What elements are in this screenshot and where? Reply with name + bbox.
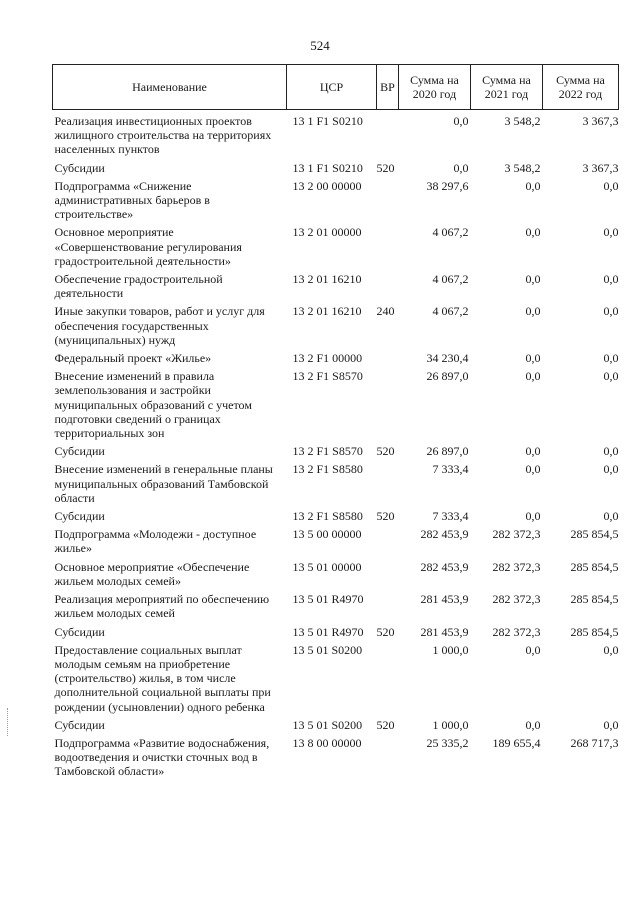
row-sum-2021: 0,0 [525, 462, 541, 477]
row-vr: 240 [376, 304, 395, 319]
table-row [53, 114, 619, 157]
row-vr [377, 592, 399, 620]
row-sum-2020: 4 067,2 [432, 304, 469, 319]
table-row [53, 272, 619, 300]
row-sum-2022: 0,0 [603, 444, 619, 459]
row-csr: 13 2 01 00000 [292, 225, 362, 240]
table-row [53, 718, 619, 732]
row-sum-2022: 0,0 [603, 225, 619, 240]
row-name: Субсидии [54, 717, 105, 732]
row-name: Внесение изменений в правила землепользования и застройки муниципальных образований с учетом подготовки сведений о границах территориальных зон [54, 369, 252, 441]
header-sum-2022: Сумма на 2022 год [543, 65, 619, 110]
row-sum-2020: 34 230,4 [426, 351, 469, 366]
row-name: Подпрограмма «Развитие водоснабжения, водоотведения и очистки сточных вод в Тамбовской области» [54, 735, 270, 779]
row-name: Субсидии [54, 444, 105, 459]
table-row [53, 161, 619, 175]
row-sum-2020: 282 453,9 [420, 527, 469, 542]
row-name: Федеральный проект «Жилье» [54, 351, 212, 366]
row-sum-2022: 3 367,3 [582, 160, 619, 175]
row-csr: 13 5 01 R4970 [292, 592, 364, 607]
row-sum-2021: 282 372,3 [492, 592, 541, 607]
row-vr: 520 [376, 717, 395, 732]
row-sum-2021: 0,0 [525, 444, 541, 459]
row-sum-2021: 282 372,3 [492, 559, 541, 574]
row-sum-2021: 282 372,3 [492, 527, 541, 542]
row-sum-2022: 285 854,5 [570, 624, 619, 639]
row-vr [377, 225, 399, 268]
row-vr [377, 643, 399, 714]
table-row [53, 351, 619, 365]
row-csr: 13 5 01 S0200 [292, 717, 363, 732]
row-csr: 13 1 F1 S0210 [292, 160, 363, 175]
row-sum-2020: 282 453,9 [420, 559, 469, 574]
row-csr: 13 2 F1 S8570 [292, 444, 363, 459]
table-row [53, 592, 619, 620]
row-sum-2020: 4 067,2 [432, 272, 469, 287]
table-row [53, 369, 619, 440]
table-row [53, 179, 619, 222]
row-vr [377, 527, 399, 555]
row-sum-2022: 268 717,3 [570, 735, 619, 750]
row-sum-2022: 0,0 [603, 272, 619, 287]
row-sum-2022: 3 367,3 [582, 114, 619, 128]
row-sum-2021: 282 372,3 [492, 624, 541, 639]
header-name: Наименование [53, 65, 287, 110]
row-vr [377, 351, 399, 365]
budget-table [52, 64, 619, 783]
row-sum-2021: 0,0 [525, 272, 541, 287]
row-name: Иные закупки товаров, работ и услуг для обеспечения государственных (муниципальных) нужд [54, 304, 265, 347]
table-row [53, 527, 619, 555]
row-sum-2022: 285 854,5 [570, 559, 619, 574]
row-sum-2020: 7 333,4 [432, 509, 469, 524]
table-header-row [53, 65, 619, 110]
row-sum-2022: 285 854,5 [570, 592, 619, 607]
row-sum-2021: 3 548,2 [504, 114, 541, 128]
row-sum-2022: 285 854,5 [570, 527, 619, 542]
row-csr: 13 8 00 00000 [292, 735, 362, 750]
row-csr: 13 2 F1 S8580 [292, 462, 363, 477]
row-sum-2020: 281 453,9 [420, 624, 469, 639]
row-name: Предоставление социальных выплат молодым семьям на приобретение (строительство) жилья, в том числе дополнительной социальной выплаты при рождении (усыновлении) одного ребенка [54, 642, 271, 714]
row-sum-2022: 0,0 [603, 369, 619, 384]
row-name: Внесение изменений в генеральные планы муниципальных образований Тамбовской области [54, 462, 273, 505]
row-sum-2021: 189 655,4 [492, 735, 541, 750]
row-sum-2020: 0,0 [453, 160, 469, 175]
row-csr: 13 2 F1 00000 [292, 351, 363, 366]
row-name: Субсидии [54, 509, 105, 524]
row-sum-2021: 0,0 [525, 304, 541, 319]
row-sum-2020: 0,0 [453, 114, 469, 128]
table-row [53, 225, 619, 268]
row-sum-2021: 0,0 [525, 369, 541, 384]
row-sum-2022: 0,0 [603, 304, 619, 319]
row-csr: 13 1 F1 S0210 [292, 114, 363, 128]
row-sum-2022: 0,0 [603, 717, 619, 732]
row-name: Основное мероприятие «Совершенствование регулирования градостроительной деятельности» [54, 225, 242, 268]
header-sum-2021: Сумма на 2021 год [471, 65, 543, 110]
header-csr: ЦСР [287, 65, 377, 110]
table-row [53, 625, 619, 639]
row-csr: 13 5 01 R4970 [292, 624, 364, 639]
row-vr [377, 114, 399, 157]
row-sum-2021: 0,0 [525, 178, 541, 193]
row-name: Субсидии [54, 624, 105, 639]
row-name: Субсидии [54, 160, 105, 175]
row-sum-2020: 26 897,0 [426, 369, 469, 384]
row-csr: 13 2 01 16210 [292, 272, 362, 287]
row-sum-2020: 38 297,6 [426, 178, 469, 193]
table-row [53, 736, 619, 779]
row-sum-2021: 0,0 [525, 509, 541, 524]
table-row [53, 444, 619, 458]
scan-artifact [7, 708, 9, 736]
row-sum-2020: 4 067,2 [432, 225, 469, 240]
row-sum-2022: 0,0 [603, 509, 619, 524]
row-csr: 13 2 01 16210 [292, 304, 362, 319]
table-row [53, 462, 619, 505]
row-name: Подпрограмма «Молодежи - доступное жилье» [54, 527, 257, 556]
row-sum-2020: 7 333,4 [432, 462, 469, 477]
row-name: Обеспечение градостроительной деятельности [54, 272, 223, 301]
page-number: 524 [310, 38, 330, 53]
row-sum-2020: 281 453,9 [420, 592, 469, 607]
header-sum-2020: Сумма на 2020 год [399, 65, 471, 110]
row-sum-2021: 0,0 [525, 225, 541, 240]
table-row [53, 509, 619, 523]
row-name: Основное мероприятие «Обеспечение жильем молодых семей» [54, 559, 250, 588]
row-vr: 520 [376, 444, 395, 459]
row-sum-2022: 0,0 [603, 178, 619, 193]
table-row [53, 643, 619, 714]
row-sum-2021: 3 548,2 [504, 160, 541, 175]
row-vr [377, 560, 399, 588]
row-name: Реализация инвестиционных проектов жилищного строительства на территориях населенных пунктов [54, 114, 272, 157]
row-csr: 13 2 00 00000 [292, 178, 362, 193]
row-csr: 13 5 00 00000 [292, 527, 362, 542]
row-csr: 13 2 F1 S8580 [292, 509, 363, 524]
row-vr: 520 [376, 160, 395, 175]
row-csr: 13 5 01 S0200 [292, 642, 363, 657]
row-sum-2022: 0,0 [603, 462, 619, 477]
row-vr: 520 [376, 624, 395, 639]
row-vr [377, 272, 399, 300]
row-vr [377, 736, 399, 779]
row-name: Реализация мероприятий по обеспечению жильем молодых семей [54, 592, 270, 621]
row-vr: 520 [376, 509, 395, 524]
table-row [53, 560, 619, 588]
row-sum-2021: 0,0 [525, 717, 541, 732]
row-sum-2020: 1 000,0 [432, 642, 469, 657]
row-csr: 13 2 F1 S8570 [292, 369, 363, 384]
row-vr [377, 179, 399, 222]
row-name: Подпрограмма «Снижение административных барьеров в строительстве» [54, 178, 210, 222]
row-vr [377, 462, 399, 505]
table-row [53, 304, 619, 347]
row-csr: 13 5 01 00000 [292, 559, 362, 574]
row-sum-2020: 1 000,0 [432, 717, 469, 732]
row-sum-2020: 25 335,2 [426, 735, 469, 750]
row-sum-2020: 26 897,0 [426, 444, 469, 459]
row-sum-2022: 0,0 [603, 642, 619, 657]
row-sum-2022: 0,0 [603, 351, 619, 366]
header-vr: ВР [377, 65, 399, 110]
row-sum-2021: 0,0 [525, 351, 541, 366]
row-sum-2021: 0,0 [525, 642, 541, 657]
row-vr [377, 369, 399, 440]
table-body [53, 114, 619, 783]
